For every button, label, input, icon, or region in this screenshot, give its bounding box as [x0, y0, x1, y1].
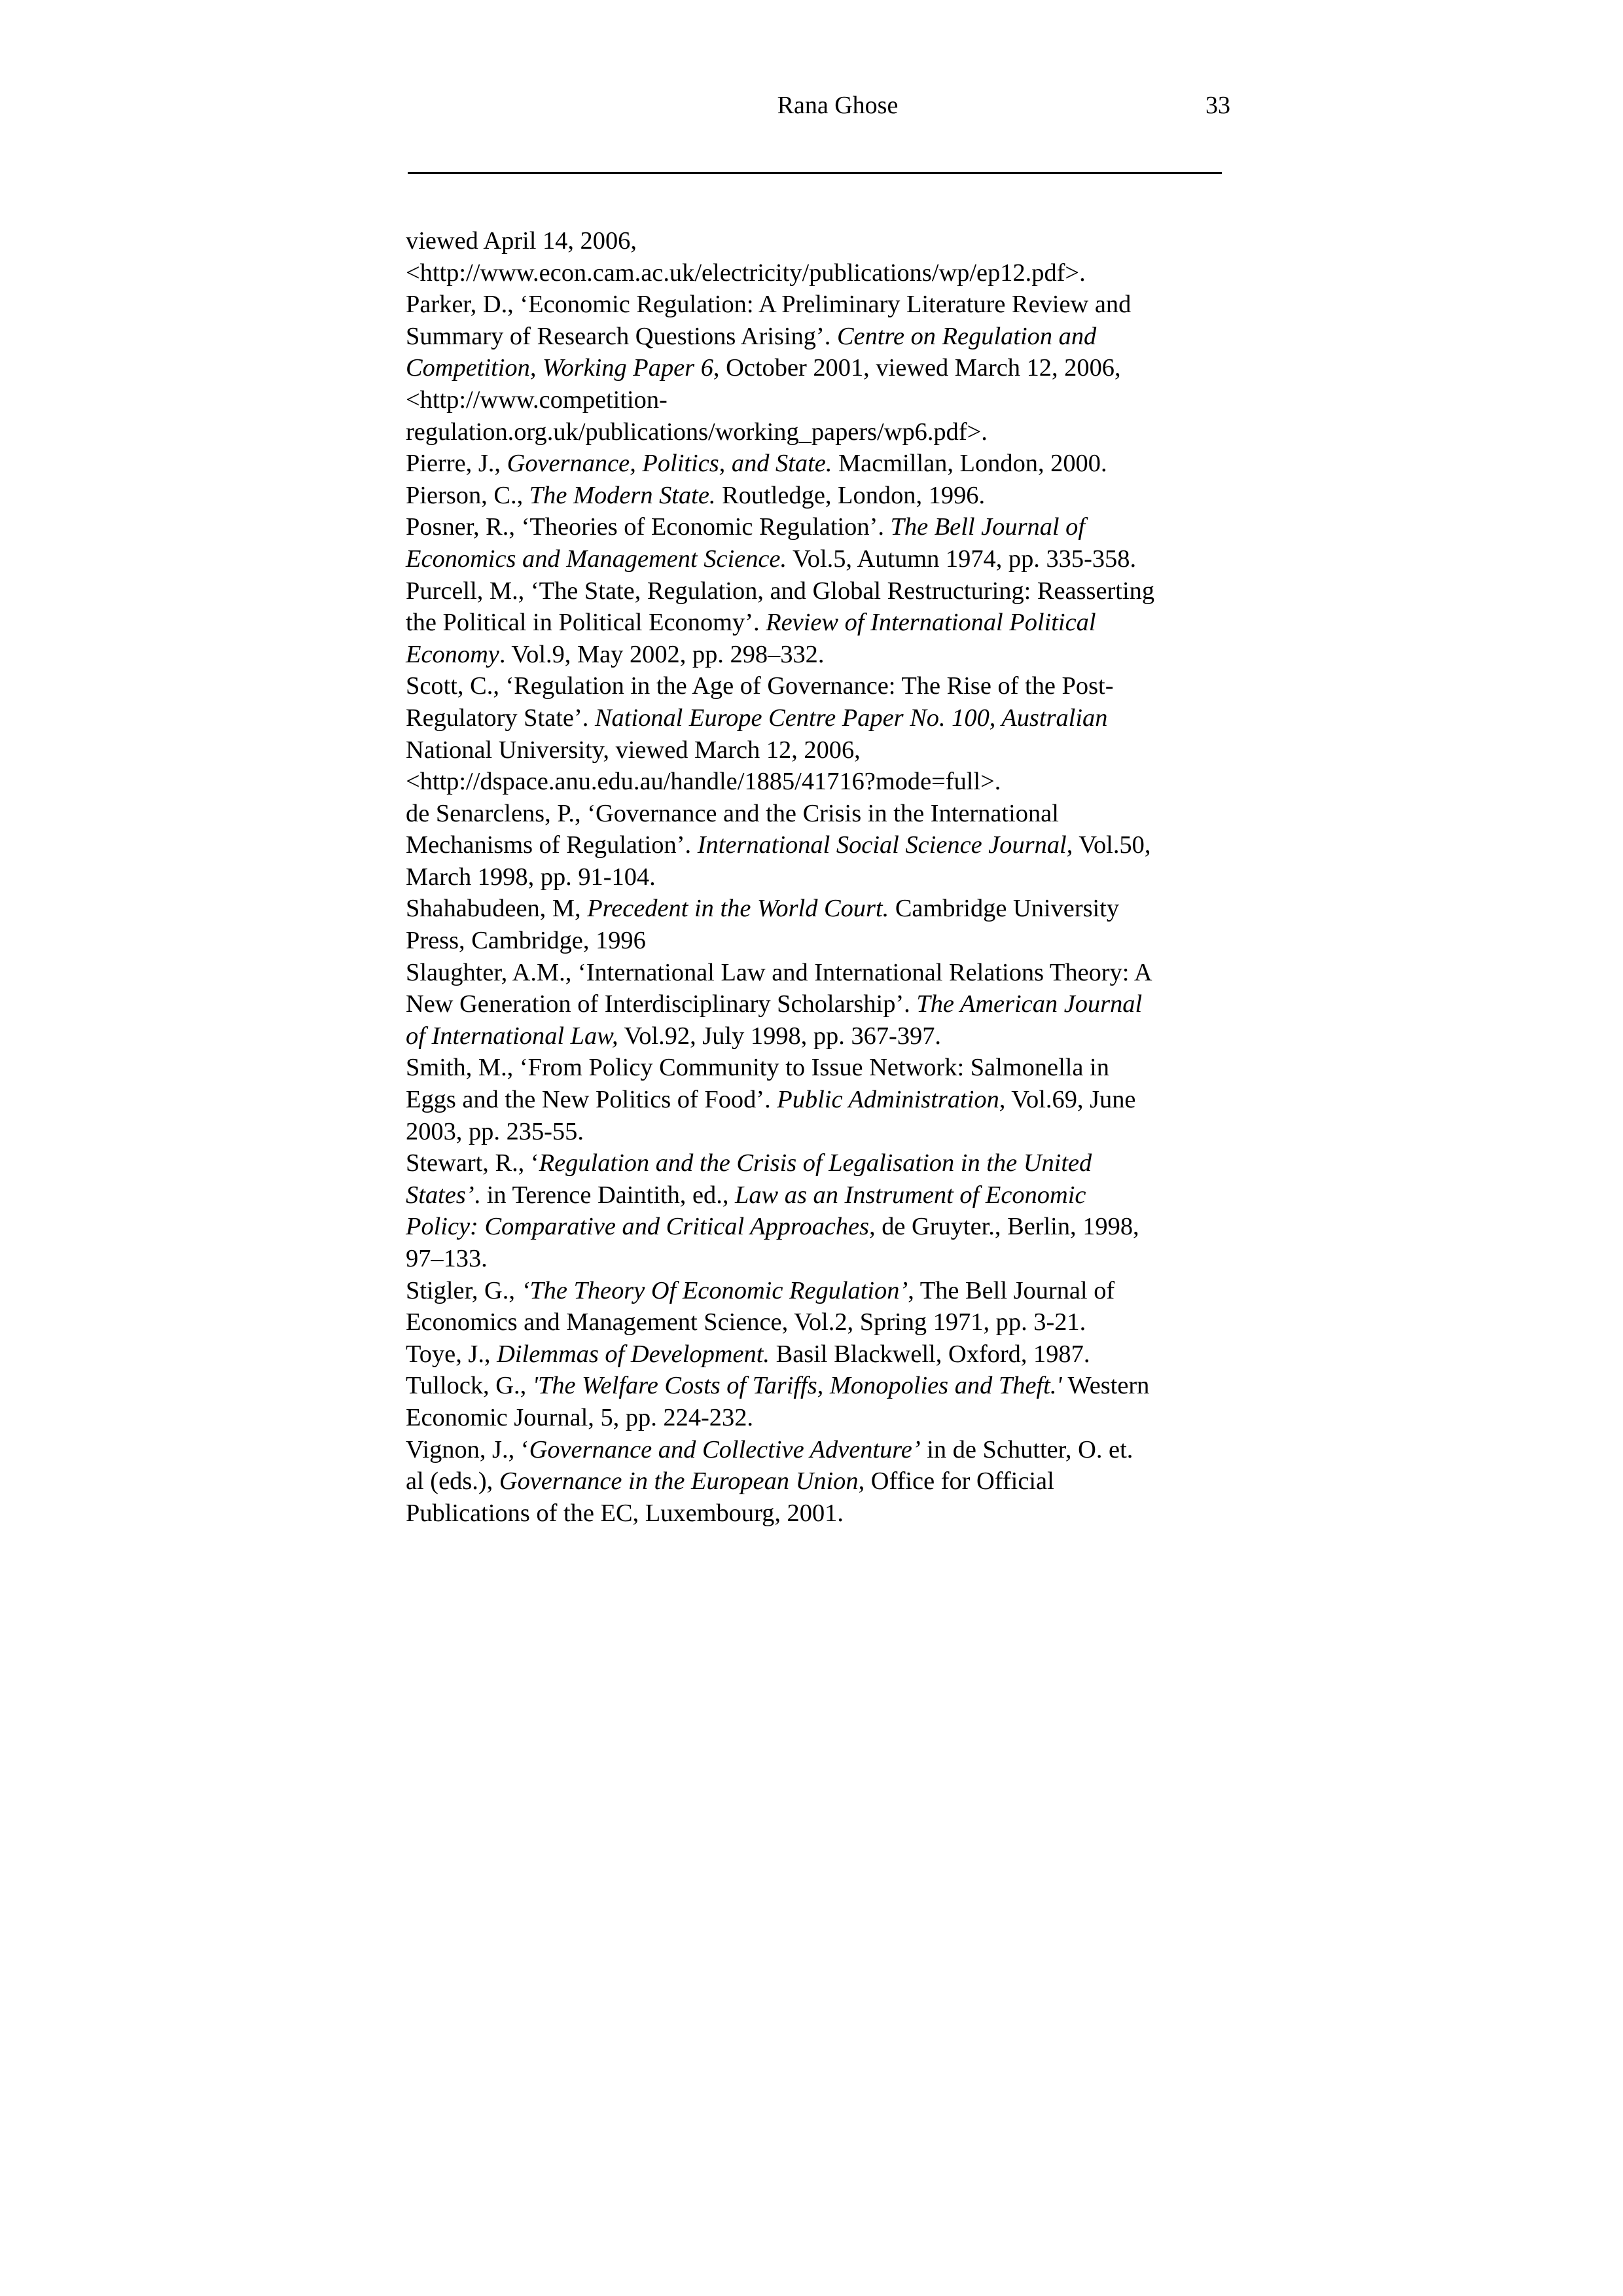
text: Economics and Management Science, Vol.2, Spring 1971, pp. 3-21. — [406, 1308, 1086, 1336]
italic-text: Competition, Working Paper 6 — [406, 354, 713, 382]
text: Scott, C., ‘Regulation in the Age of Governance: The Rise of the Post- — [406, 672, 1114, 700]
text: Routledge, London, 1996. — [715, 481, 986, 509]
text: Vignon, J., ‘ — [406, 1435, 529, 1463]
reference-line — [406, 384, 1237, 416]
reference-line — [406, 1147, 1237, 1179]
reference-line — [406, 925, 1237, 957]
reference-line — [406, 480, 1237, 512]
text: de Gruyter., Berlin, 1998, — [875, 1213, 1139, 1241]
italic-text: The American Journal — [916, 990, 1143, 1018]
text: Summary of Research Questions Arising’. — [406, 322, 837, 350]
italic-text: States’ — [406, 1181, 474, 1209]
reference-line — [406, 416, 1237, 448]
reference-line — [406, 511, 1237, 543]
italic-text: 'The Welfare Costs of Tariffs, Monopolies and Theft.' — [532, 1372, 1062, 1400]
reference-line — [406, 1052, 1237, 1084]
text: New Generation of Interdisciplinary Scholarship’. — [406, 990, 917, 1018]
text: Economic Journal, 5, pp. 224-232. — [406, 1403, 753, 1431]
text: Stewart, R., ‘ — [406, 1149, 539, 1177]
reference-line — [406, 1402, 1237, 1434]
text: . in Terence Daintith, ed., — [474, 1181, 736, 1209]
reference-line — [406, 1434, 1237, 1466]
text: viewed April 14, 2006, — [406, 227, 637, 255]
text: Regulatory State’. — [406, 704, 595, 732]
text: Pierre, J., — [406, 450, 507, 478]
reference-line — [406, 1116, 1237, 1148]
reference-line — [406, 829, 1237, 861]
reference-line — [406, 861, 1237, 893]
reference-line — [406, 352, 1237, 384]
text: Western — [1061, 1372, 1150, 1400]
running-head: Rana Ghose — [777, 92, 899, 119]
text: <http://dspace.anu.edu.au/handle/1885/41716?mode=full>. — [406, 768, 1001, 796]
text: , Office for Official — [858, 1467, 1054, 1496]
reference-line — [406, 670, 1237, 702]
text: , The Bell Journal of — [908, 1276, 1115, 1304]
text: al (eds.), — [406, 1467, 499, 1496]
text: 97–133. — [406, 1245, 488, 1272]
text: Press, Cambridge, 1996 — [406, 927, 646, 955]
reference-line — [406, 988, 1237, 1020]
reference-line — [406, 1498, 1237, 1530]
text: Purcell, M., ‘The State, Regulation, and Global Restructuring: Reasserting — [406, 577, 1155, 605]
text: the Political in Political Economy’. — [406, 609, 766, 637]
text: , Vol.50, — [1066, 831, 1151, 859]
text: Posner, R., ‘Theories of Economic Regulation’. — [406, 513, 891, 541]
text: , October 2001, viewed March 12, 2006, — [713, 354, 1121, 382]
reference-line — [406, 1465, 1237, 1498]
text: Pierson, C., — [406, 481, 529, 509]
italic-text: International Social Science Journal — [697, 831, 1067, 859]
reference-line — [406, 1084, 1237, 1116]
text: Eggs and the New Politics of Food’. — [406, 1086, 777, 1114]
text: Mechanisms of Regulation’. — [406, 831, 698, 859]
text: Smith, M., ‘From Policy Community to Issue Network: Salmonella in — [406, 1054, 1109, 1082]
text: Vol.92, July 1998, pp. 367-397. — [618, 1022, 941, 1050]
reference-line — [406, 257, 1237, 289]
italic-text: Governance in the European Union — [499, 1467, 859, 1496]
italic-text: Law as an Instrument of Economic — [735, 1181, 1086, 1209]
italic-text: Economics and Management Science. — [406, 545, 787, 573]
reference-line — [406, 1306, 1237, 1338]
reference-line — [406, 702, 1237, 734]
text: Shahabudeen, M, — [406, 895, 588, 923]
text: Cambridge University — [889, 895, 1120, 923]
reference-line — [406, 575, 1237, 607]
text: Toye, J., — [406, 1340, 497, 1368]
italic-text: Policy: Comparative and Critical Approaches, — [406, 1213, 876, 1241]
text: <http://www.econ.cam.ac.uk/electricity/publications/wp/ep12.pdf>. — [406, 259, 1086, 287]
text: Macmillan, London, 2000. — [832, 450, 1107, 478]
text: Publications of the EC, Luxembourg, 2001. — [406, 1499, 844, 1527]
text: de Senarclens, P., ‘Governance and the Crisis in the International — [406, 799, 1059, 827]
text: Slaughter, A.M., ‘International Law and International Relations Theory: A — [406, 958, 1152, 986]
reference-line — [406, 798, 1237, 830]
reference-line — [406, 1211, 1237, 1243]
reference-line — [406, 1275, 1237, 1307]
italic-text: Governance, Politics, and State. — [507, 450, 832, 478]
text: Basil Blackwell, Oxford, 1987. — [770, 1340, 1090, 1368]
reference-line — [406, 607, 1237, 639]
text: Parker, D., ‘Economic Regulation: A Preliminary Literature Review and — [406, 291, 1132, 319]
reference-line — [406, 893, 1237, 925]
reference-line — [406, 543, 1237, 575]
italic-text: Governance and Collective Adventure’ — [529, 1435, 921, 1463]
reference-line — [406, 734, 1237, 766]
reference-line — [406, 957, 1237, 989]
italic-text: Public Administration, — [777, 1086, 1006, 1114]
page-number: 33 — [1205, 92, 1230, 119]
italic-text: Economy — [406, 640, 499, 668]
italic-text: National Europe Centre Paper No. 100, Australian — [594, 704, 1108, 732]
text: in de Schutter, O. et. — [920, 1435, 1133, 1463]
reference-line — [406, 225, 1237, 257]
italic-text: The Modern State. — [529, 481, 716, 509]
bibliography — [406, 225, 1237, 1529]
reference-line — [406, 321, 1237, 353]
italic-text: ‘The Theory Of Economic Regulation’ — [521, 1276, 908, 1304]
reference-line — [406, 448, 1237, 480]
italic-text: Centre on Regulation and — [836, 322, 1097, 350]
reference-line — [406, 289, 1237, 321]
italic-text: of International Law, — [406, 1022, 618, 1050]
text: . Vol.9, May 2002, pp. 298–332. — [499, 640, 825, 668]
header-rule — [408, 172, 1222, 174]
italic-text: Precedent in the World Court. — [587, 895, 889, 923]
reference-line — [406, 1020, 1237, 1052]
text: National University, viewed March 12, 2006, — [406, 736, 861, 764]
text: <http://www.competition- — [406, 386, 668, 414]
text: Tullock, G., — [406, 1372, 533, 1400]
reference-line — [406, 1179, 1237, 1211]
reference-line — [406, 766, 1237, 798]
text: Vol.5, Autumn 1974, pp. 335-358. — [787, 545, 1137, 573]
reference-line — [406, 639, 1237, 671]
italic-text: Review of International Political — [766, 609, 1096, 637]
text: Stigler, G., — [406, 1276, 522, 1304]
text: March 1998, pp. 91-104. — [406, 863, 656, 891]
italic-text: The Bell Journal of — [890, 513, 1086, 541]
text: Vol.69, June — [1005, 1086, 1136, 1114]
page-header — [0, 0, 1623, 177]
reference-line — [406, 1338, 1237, 1371]
text: 2003, pp. 235-55. — [406, 1117, 584, 1145]
reference-line — [406, 1243, 1237, 1275]
reference-line — [406, 1370, 1237, 1402]
italic-text: Regulation and the Crisis of Legalisation in the United — [539, 1149, 1092, 1177]
italic-text: Dilemmas of Development. — [497, 1340, 770, 1368]
text: regulation.org.uk/publications/working_papers/wp6.pdf>. — [406, 418, 988, 446]
